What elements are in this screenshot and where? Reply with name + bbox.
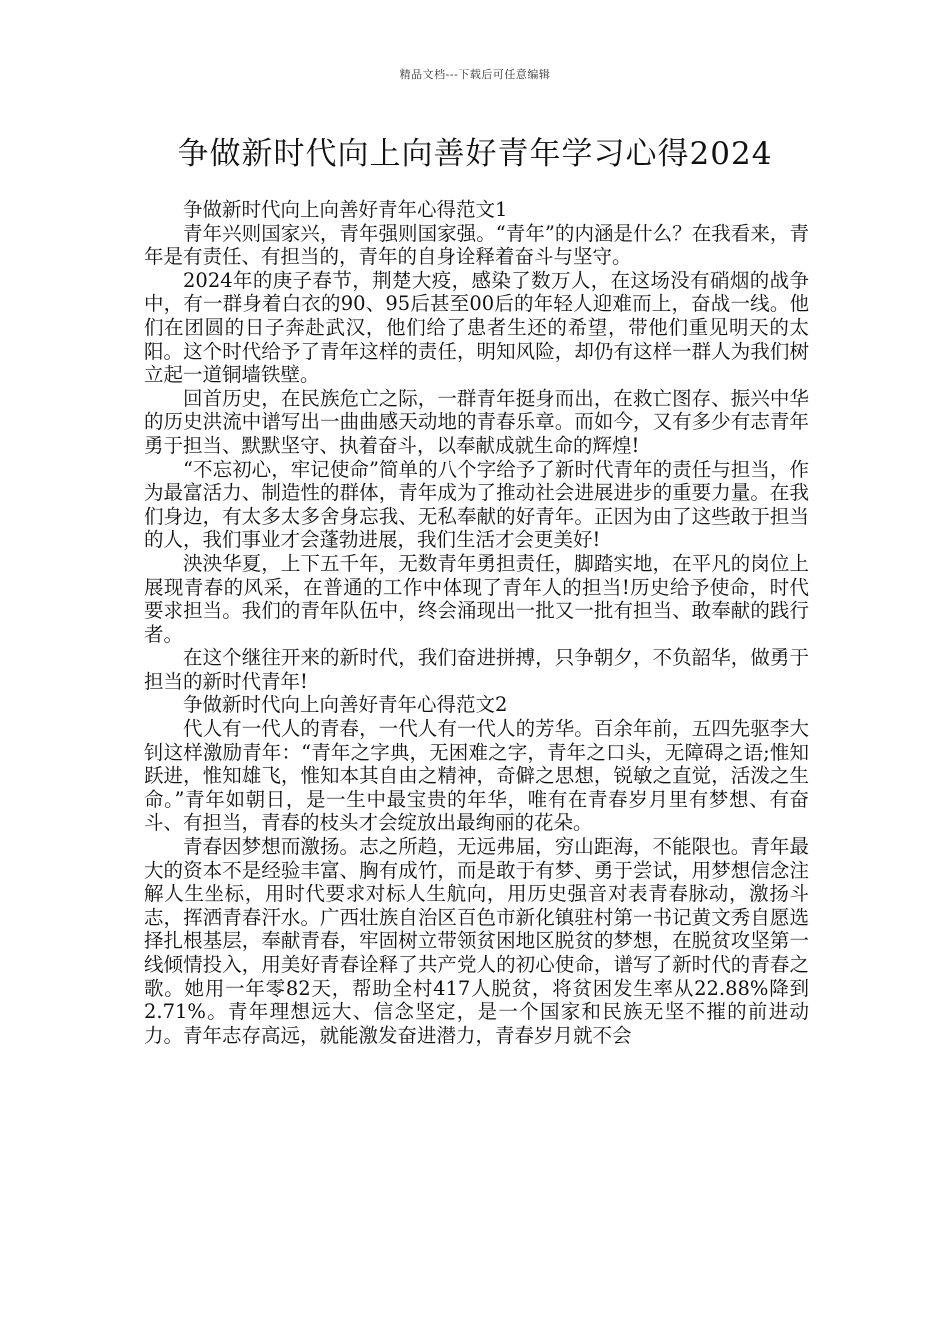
body-paragraph: 泱泱华夏，上下五千年，无数青年勇担责任，脚踏实地，在平凡的岗位上展现青春的风采，在普通的工作中体现了青年人的担当!历史给予使命，时代要求担当。我们的青年队伍中，终会涌现出一批又一批有担当、敢奉献的践行者。	[144, 551, 809, 646]
body-paragraph: 在这个继往开来的新时代，我们奋进拼搏，只争朝夕，不负韶华，做勇于担当的新时代青年!	[144, 646, 809, 693]
section-heading: 争做新时代向上向善好青年心得范文2	[183, 693, 508, 717]
body-paragraph: “不忘初心，牢记使命”简单的八个字给予了新时代青年的责任与担当，作为最富活力、制造性的群体，青年成为了推动社会进展进步的重要力量。在我们身边，有太多太多舍身忘我、无私奉献的好青年。正因为由了这些敢于担当的人，我们事业才会蓬勃进展，我们生活才会更美好!	[144, 457, 809, 552]
body-paragraph: 回首历史，在民族危亡之际，一群青年挺身而出，在救亡图存、振兴中华的历史洪流中谱写出一曲曲感天动地的青春乐章。而如今，又有多少有志青年勇于担当、默默坚守、执着奋斗，以奉献成就生命的辉煌!	[144, 386, 809, 457]
body-paragraph: 2024年的庚子春节，荆楚大疫，感染了数万人，在这场没有硝烟的战争中，有一群身着白衣的90、95后甚至00后的年轻人迎难而上，奋战一线。他们在团圆的日子奔赴武汉，他们给了患者生还的希望，带他们重见明天的太阳。这个时代给予了青年这样的责任，明知风险，却仍有这样一群人为我们树立起一道铜墙铁壁。	[144, 268, 809, 387]
section-heading: 争做新时代向上向善好青年心得范文1	[183, 198, 508, 221]
body-paragraph: 代人有一代人的青春，一代人有一代人的芳华。百余年前，五四先驱李大钊这样激励青年：“青年之字典，无困难之字，青年之口头，无障碍之语;惟知跃进，惟知雄飞，惟知本其自由之精神，奇僻之思想，锐敏之直觉，活泼之生命。”青年如朝日，是一生中最宝贵的年华，唯有在青春岁月里有梦想、有奋斗、有担当，青春的枝头才会绽放出最绚丽的花朵。	[144, 717, 809, 835]
header-note: 精品文档---下载后可任意编辑	[399, 68, 551, 81]
document-title: 争做新时代向上向善好青年学习心得2024	[177, 136, 773, 172]
body-paragraph: 青春因梦想而激扬。志之所趋，无远弗届，穷山距海，不能限也。青年最大的资本不是经验丰富、胸有成竹，而是敢于有梦、勇于尝试，用梦想信念注解人生坐标，用时代要求对标人生航向，用历史强音对表青春脉动，激扬斗志，挥洒青春汗水。广西壮族自治区百色市新化镇驻村第一书记黄文秀自愿选择扎根基层，奉献青春，牢固树立带领贫困地区脱贫的梦想，在脱贫攻坚第一线倾情投入，用美好青春诠释了共产党人的初心使命，谱写了新时代的青春之歌。她用一年零82天，帮助全村417人脱贫，将贫困发生率从22.88%降到2.71%。青年理想远大、信念坚定，是一个国家和民族无坚不摧的前进动力。青年志存高远，就能激发奋进潜力，青春岁月就不会	[144, 835, 809, 1047]
document-body	[144, 198, 809, 1047]
body-paragraph: 青年兴则国家兴，青年强则国家强。“青年”的内涵是什么？在我看来，青年是有责任、有担当的，青年的自身诠释着奋斗与坚守。	[144, 221, 809, 269]
